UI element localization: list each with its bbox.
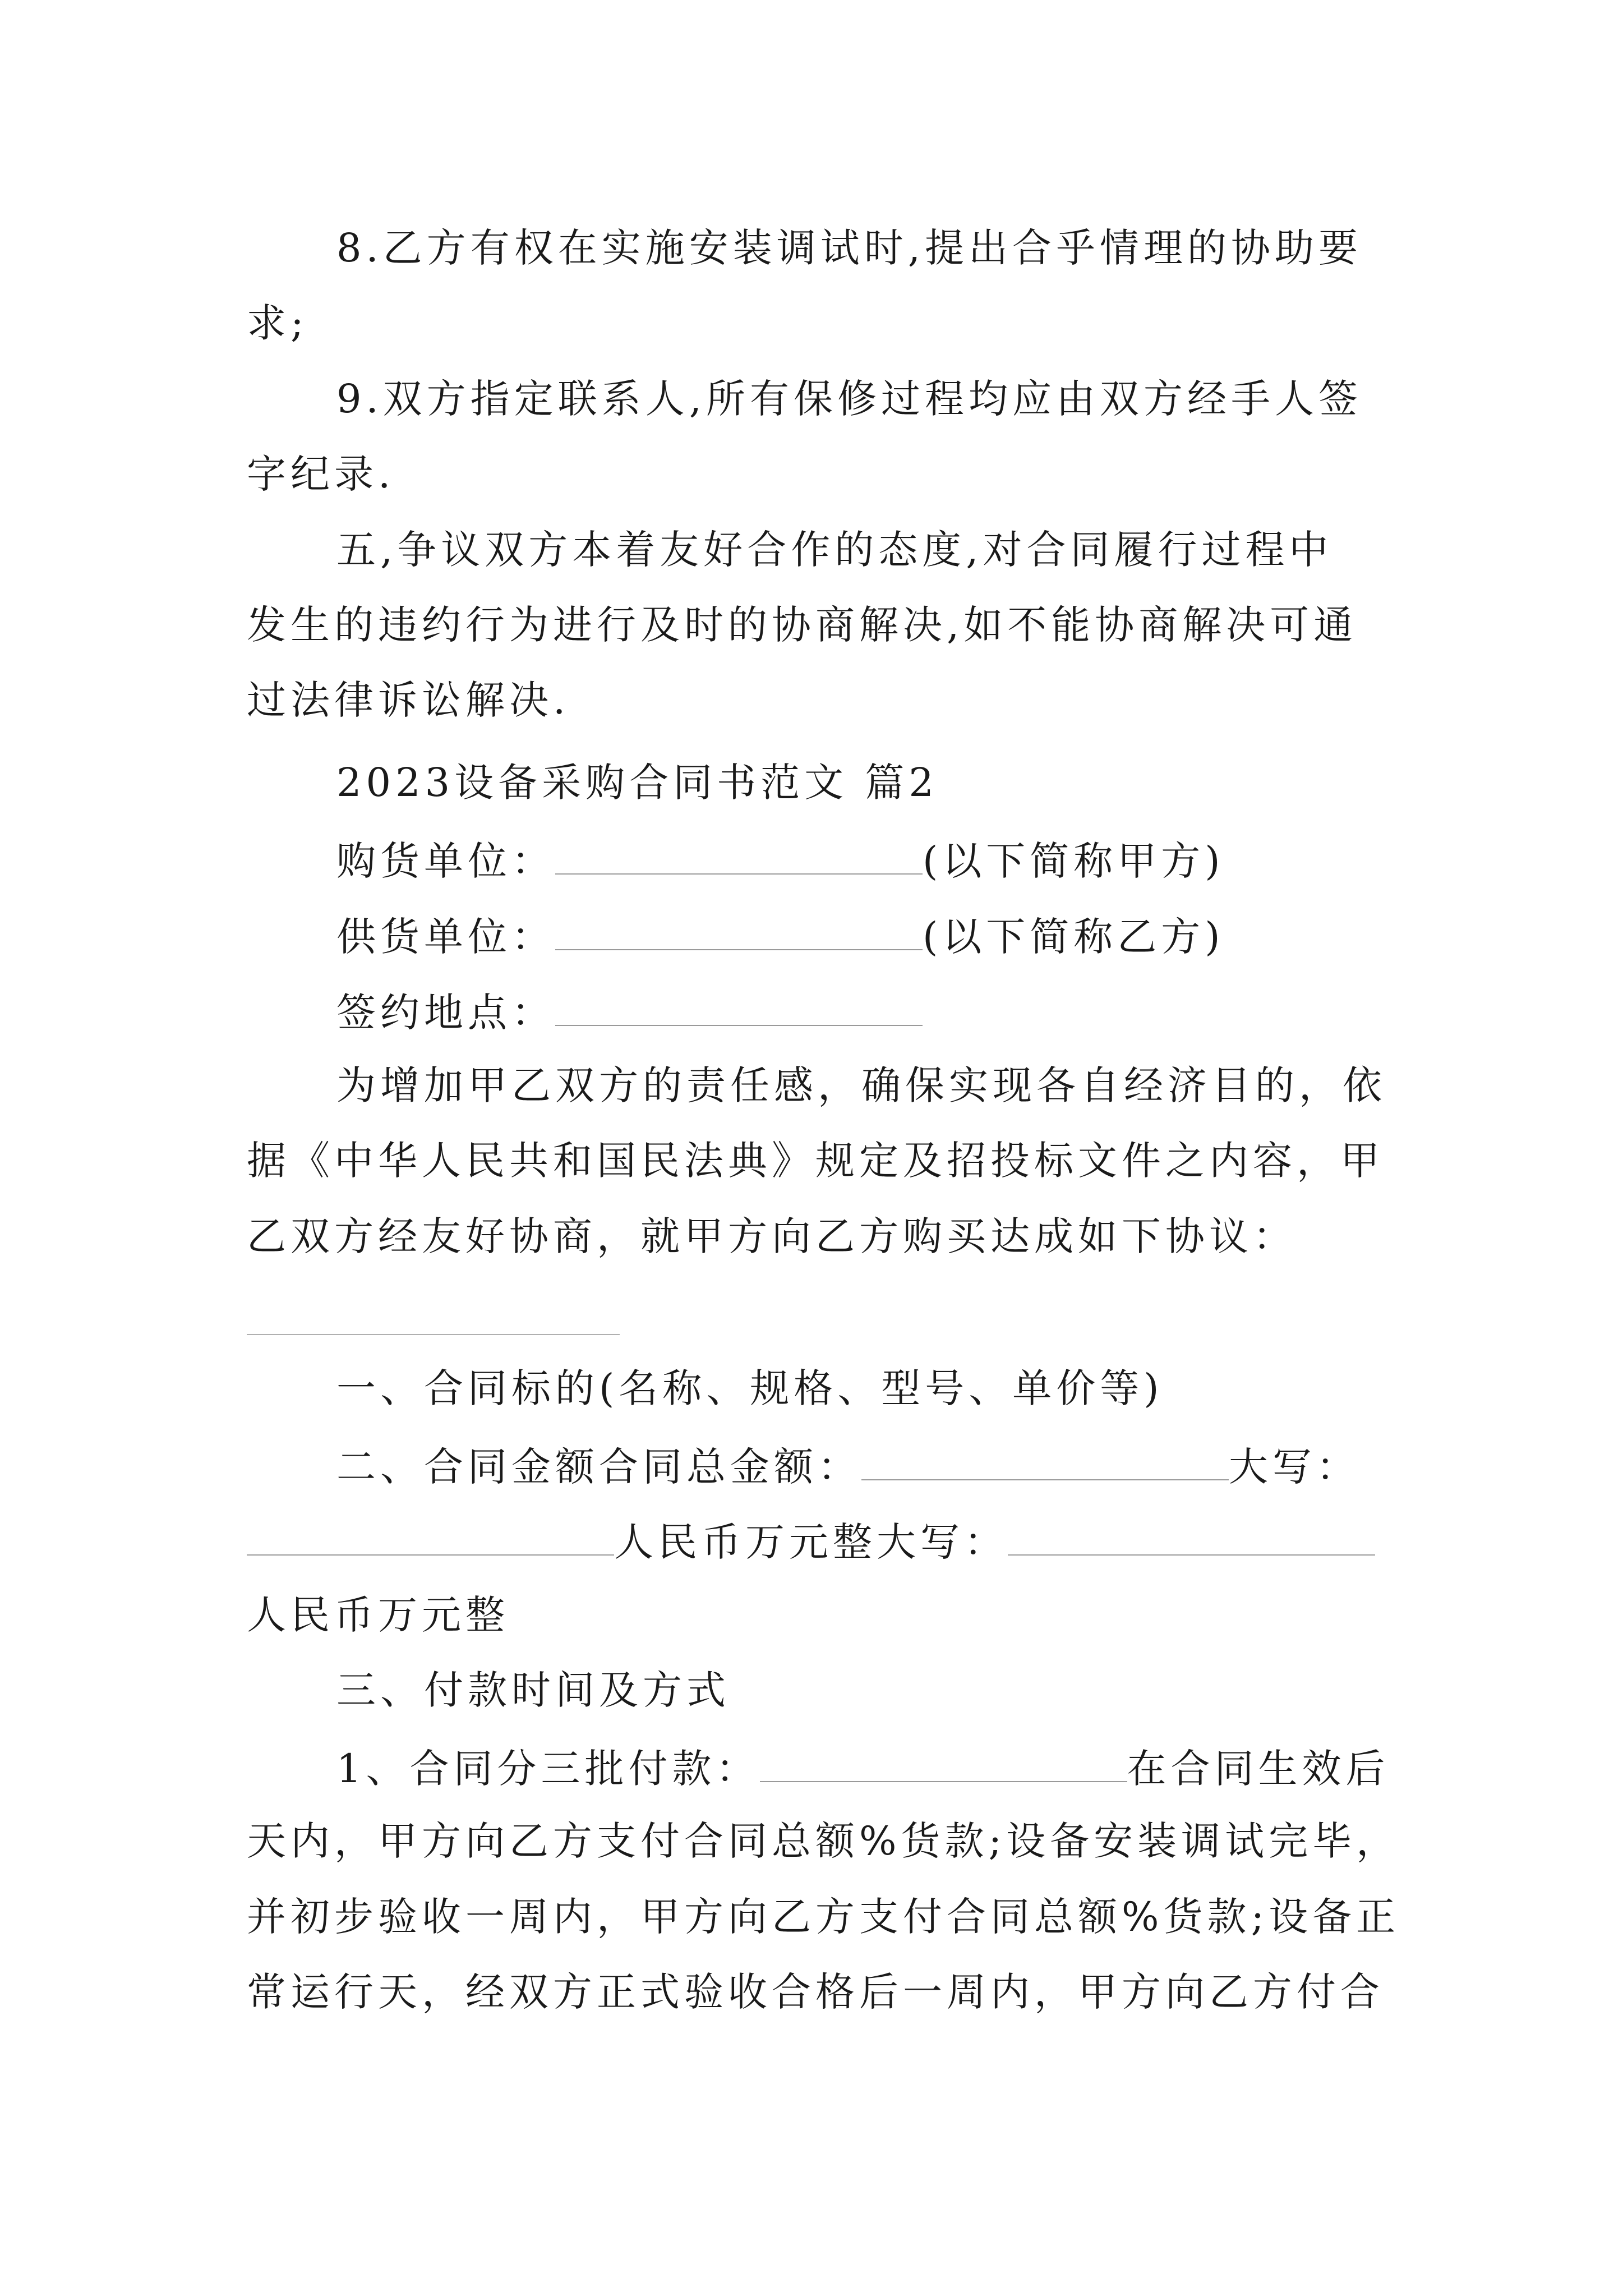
payment-after: 在合同生效后 [1127, 1746, 1390, 1792]
intro-line-3: 乙双方经友好协商，就甲方向乙方购买达成如下协议： [247, 1213, 1297, 1259]
dispute-line-2: 发生的违约行为进行及时的协商解决,如不能协商解决可通 [247, 602, 1358, 648]
payment-row-2: 天内，甲方向乙方支付合同总额%货款;设备安装调试完毕， [247, 1818, 1400, 1864]
clause-8-line-1: 8.乙方有权在实施安装调试时,提出合乎情理的协助要 [336, 225, 1363, 271]
buyer-row [336, 833, 1481, 886]
article-2-row-3: 人民币万元整 [247, 1592, 509, 1638]
payment-row-4: 常运行天，经双方正式验收合格后一周内，甲方向乙方付合 [247, 1969, 1384, 2015]
payment-row-3: 并初步验收一周内，甲方向乙方支付合同总额%货款;设备正 [247, 1894, 1400, 1940]
dispute-line-1: 五,争议双方本着友好合作的态度,对合同履行过程中 [336, 527, 1333, 573]
article-3: 三、付款时间及方式 [336, 1667, 730, 1713]
buyer-blank [555, 833, 923, 875]
amount-blank [861, 1439, 1229, 1480]
separator-blank [247, 1334, 620, 1335]
seller-blank [555, 909, 923, 950]
payment-label: 1、合同分三批付款： [336, 1746, 760, 1792]
clause-9-line-1: 9.双方指定联系人,所有保修过程均应由双方经手人签 [336, 376, 1363, 422]
dispute-line-3: 过法律诉讼解决. [247, 677, 570, 723]
place-blank [555, 984, 923, 1026]
amount-rmb-label: 人民币万元整大写： [614, 1519, 1008, 1565]
place-label: 签约地点： [336, 990, 555, 1036]
intro-line-2: 据《中华人民共和国民法典》规定及招投标文件之内容，甲 [247, 1138, 1384, 1184]
payment-row-1 [336, 1741, 1481, 1794]
amount-label: 二、合同金额合同总金额： [336, 1444, 861, 1490]
capital-blank-1 [247, 1514, 614, 1556]
place-row [336, 984, 1481, 1038]
buyer-label: 购货单位： [336, 838, 555, 884]
intro-line-1: 为增加甲乙双方的责任感，确保实现各自经济目的，依 [336, 1062, 1386, 1108]
clause-9-line-2: 字纪录. [247, 451, 395, 497]
clause-8-line-2: 求; [247, 300, 308, 346]
capital-blank-2 [1008, 1514, 1375, 1556]
seller-suffix: (以下简称乙方) [923, 914, 1225, 960]
seller-row [336, 909, 1481, 962]
payment-blank [760, 1741, 1127, 1782]
seller-label: 供货单位： [336, 914, 555, 960]
article-1: 一、合同标的(名称、规格、型号、单价等) [336, 1365, 1164, 1411]
amount-capital-label: 大写： [1229, 1444, 1360, 1490]
section-heading: 2023设备采购合同书范文 篇2 [336, 760, 938, 806]
article-2-row-1 [336, 1439, 1481, 1492]
buyer-suffix: (以下简称甲方) [923, 838, 1225, 884]
article-2-row-2 [247, 1514, 1391, 1567]
